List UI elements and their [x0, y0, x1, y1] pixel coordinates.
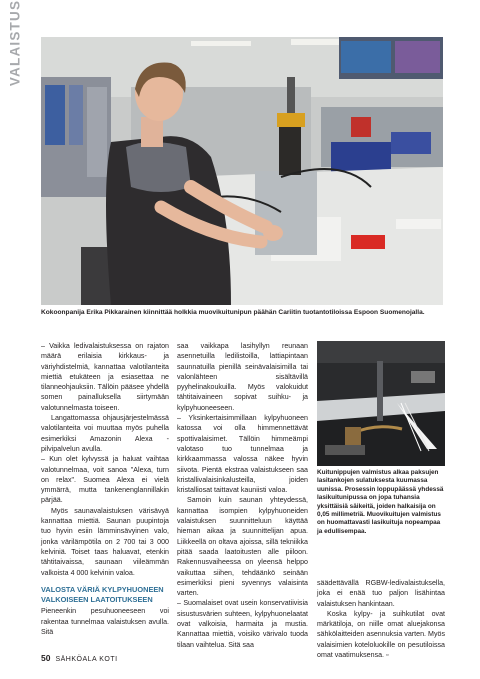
paragraph: – Kun olet kylvyssä ja haluat vaihtaa valotunnelmaa, voit sanoa "Alexa, turn on relax". Suomea Alexa ei vielä ymmärrä, mutta tankenenglannillakin pärjää. — [41, 455, 169, 505]
section-label: VALAISTUS — [7, 0, 23, 87]
inset-photo — [317, 341, 445, 466]
hero-caption: Kokoonpanija Erika Pikkarainen kiinnittää holkkia muovikuitunipun päähän Cariitin tuotantotiloissa Espoon Suomenojalla. — [41, 309, 425, 316]
page-number: 50 — [41, 653, 51, 663]
page-footer — [41, 653, 118, 667]
paragraph: Langattomassa ohjausjärjestelmässä valotilanteita voi muuttaa myös puhella esimerkiksi Amazonin Alexa -pilvipalvelun avulla. — [41, 414, 169, 453]
inset-photo-block — [317, 341, 445, 536]
paragraph: säädettävällä RGBW-ledivalaistuksella, joka ei enää tuo paljon lisähintaa valaistuksen hankintaan. — [317, 579, 445, 608]
paragraph: saa vaikkapa lasihyllyn reunaan asennetuilla ledilistoilla, lattiapintaan saunnatuilla pienillä seinävalaisimilla tai valonlähteen sisältävillä pyyhelinakoukuilla. Myös valokuidut tähtitaivaineen sopivat suihku- ja kylpyhuoneeseen. — [177, 342, 308, 412]
paragraph: Pieneenkin pesuhuoneeseen voi rakentaa tunnelmaa valaistuksen avulla. Sitä — [41, 607, 169, 637]
article-column-3 — [317, 578, 445, 660]
paragraph: – Yksinkertaisimmillaan kylpyhuoneen katossa voi olla himmennettävät spottivalaisimet. Tällöin himmeämpi valotaso tuo tunnelmaa ja kirkkaammassa valossa näkee hyvin siivota. Pientä ekstraa valaistukseen saa kristallivalaisinkalusteilla, joiden kristalliosat taittavat kauniisti valoa. — [177, 414, 308, 495]
paragraph: Myös saunavalaistuksen värisävyä kannattaa miettiä. Saunan puupintoja tuo hyvin esiin lämminsävyinen valo, jonka värilämpötila on 2 700 tai 3 000 kelviniä. Toiset taas haluavat, etenkin tähtitaivaissa, saunaan viileämmän valkoista 4 000 kelvinin valoa. — [41, 506, 169, 577]
paragraph: – Vaikka ledivalaistuksessa on rajaton määrä erilaisia kirkkaus- ja väriyhdistelmiä, kannattaa valotilanteita miettiä etukäteen ja esiasettaa ne tilanneohjauksiin. Tällöin pääsee yhdellä somen painalluksella siirtymään valotunnelmasta toiseen. — [41, 342, 169, 412]
article-column-1 — [41, 341, 169, 637]
subheading: VALOSTA VÄRIÄ KYLPYHUONEEN VALKOISEEN LAATOITUKSEEN — [41, 584, 164, 605]
inset-caption: Kuitunippujen valmistus alkaa paksujen lasitankojen sulatuksesta kuumassa uunissa. Prosessin loppupäässä yhdessä lasikuitunipussa on jopa tuhansia yksittäisiä säikeitä, joiden halkaisija on 0,05 millimetriä. Muovikuitujen valmistus on huomattavasti lasikuituja nopeampaa ja edullisempaa. — [317, 469, 444, 535]
paragraph: Koska kylpy- ja suihkutilat ovat märkätiloja, on niille omat aluejakonsa sähkölaitteiden asennuksia varten. Myös valaisimien koteloluokille on pesutiloissa omat vaatimuksensa. ▫ — [317, 609, 445, 660]
paragraph: Samoin kuin saunan yhteydessä, kannattaa isompien kylpyhuoneiden valaistuksen suunnitteluun käyttää hieman aikaa ja suunnittelijan apua. Liikkeellä on oltava ajoissa, sillä tekniikka pitää saada laatoitusten alle piiloon. Rakennusvaiheessa on yleensä helppo vaikuttaa siihen, tehdäänkö seinään esimerkiksi pieni syvennys valaisinta varten. — [177, 496, 308, 598]
paragraph: – Suomalaiset ovat usein konservatiivisia sisustusvärien suhteen, kylpyhuonelaatat ovat valkoisia, harmaita ja mustia. Kannattaa miettiä, voisiko värivalo tuoda tilaan vaihtelua. Sitä saa — [177, 599, 308, 649]
hero-photo — [41, 37, 443, 305]
publication-name: SÄHKÖALA KOTI — [55, 656, 118, 663]
article-column-2 — [177, 341, 308, 650]
